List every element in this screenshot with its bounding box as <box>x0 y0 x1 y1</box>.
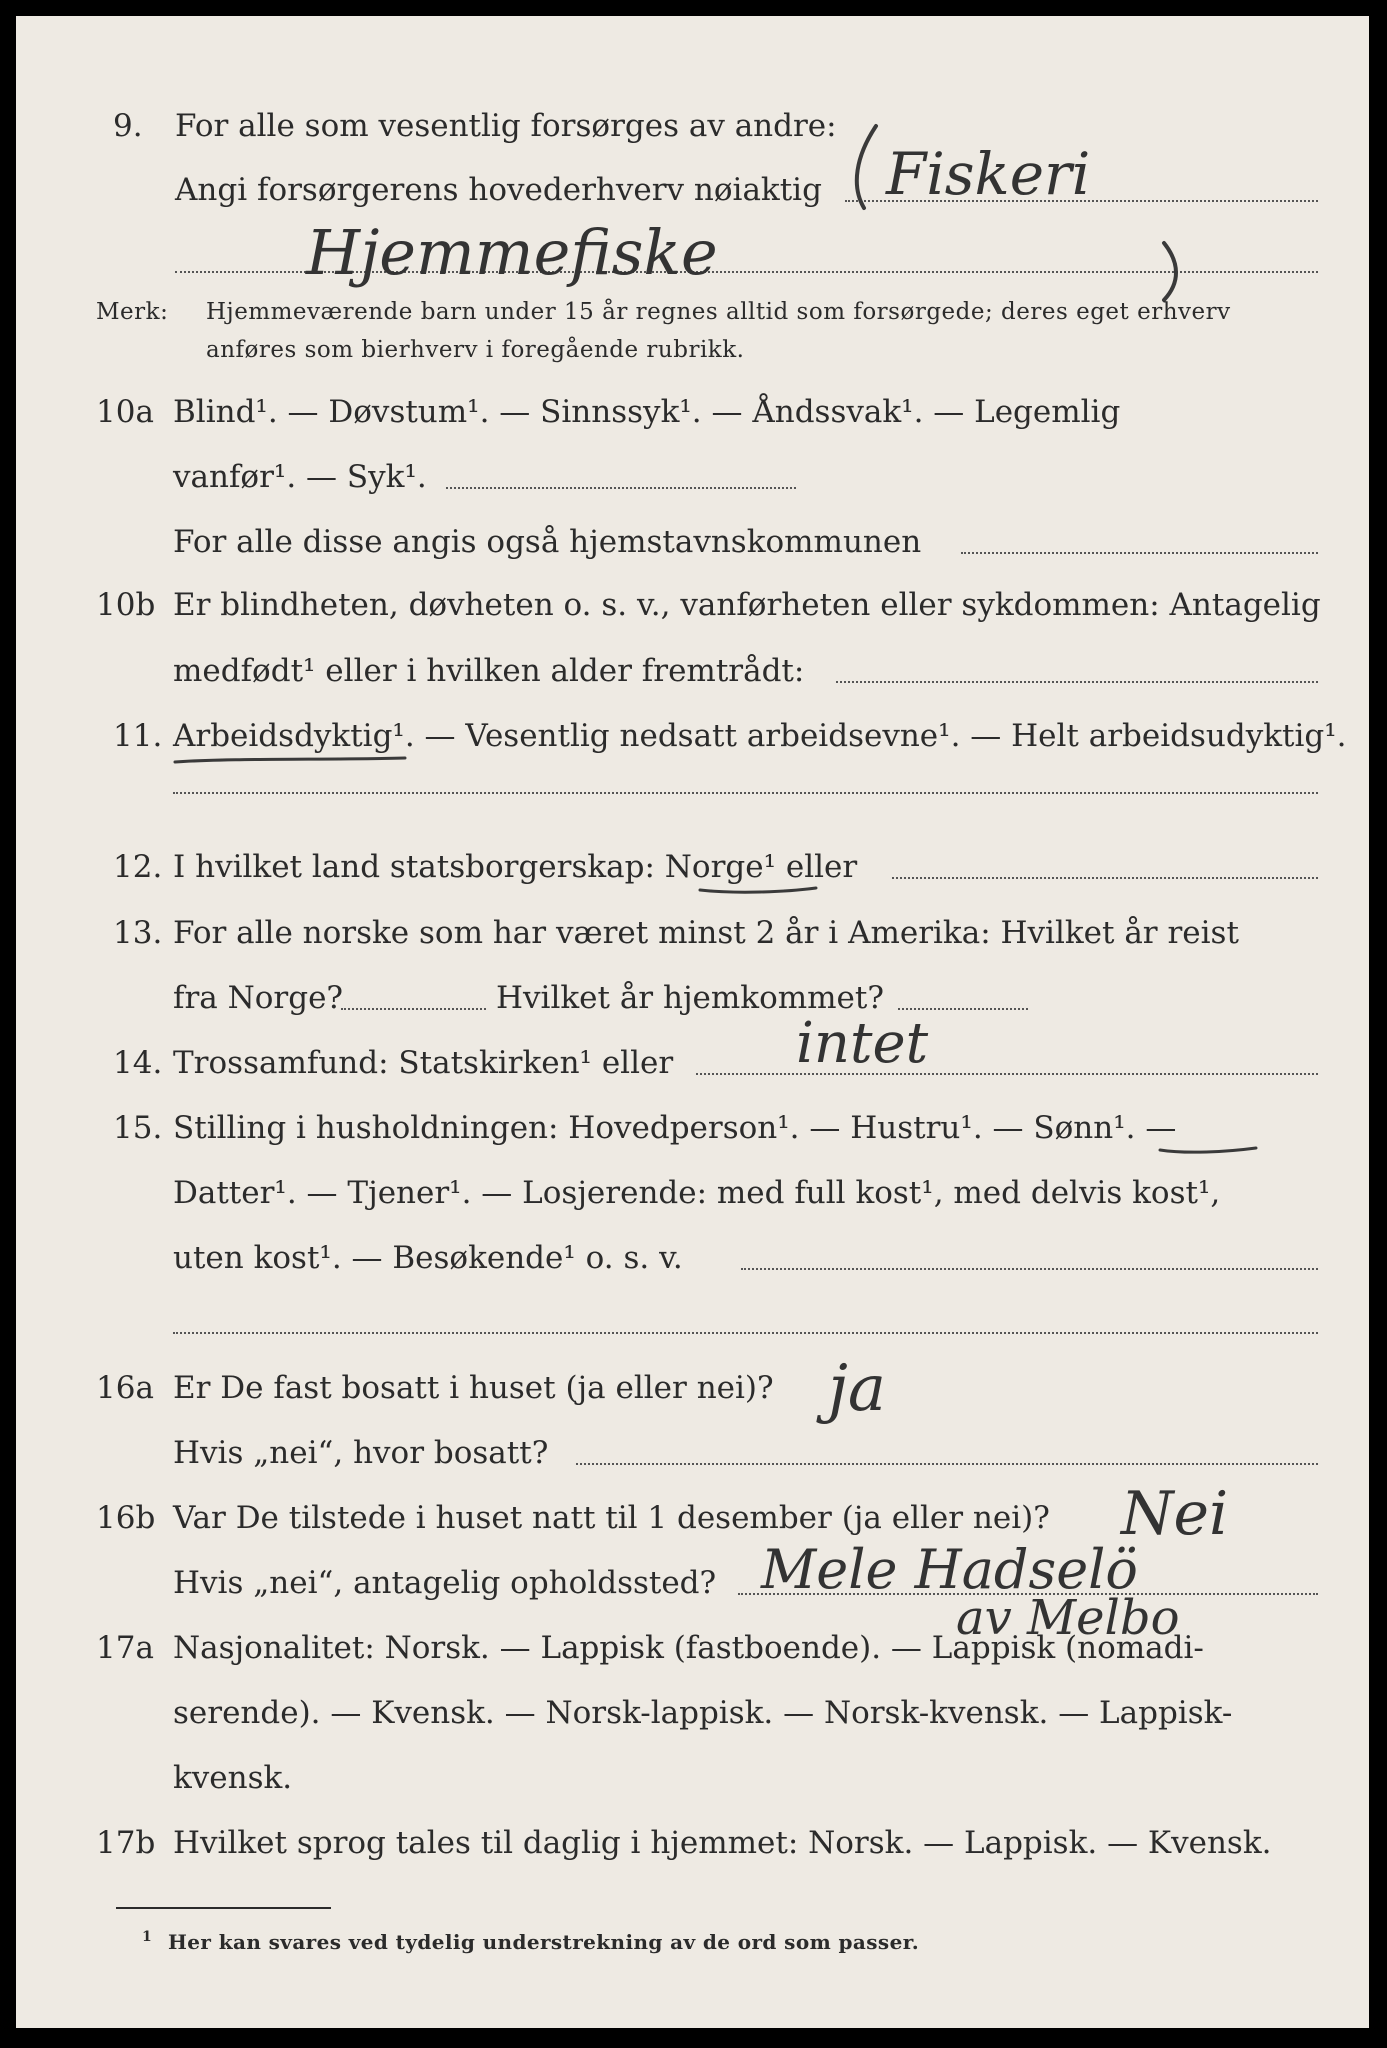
svg-text:intet: intet <box>796 1011 929 1076</box>
q10a-number: 10a <box>96 394 154 430</box>
q17a-line3: kvensk. <box>173 1760 293 1796</box>
q16a-answer-line <box>576 1463 1318 1465</box>
q10b-line1: Er blindheten, døvheten o. s. v., vanførheten eller sykdommen: Antagelig <box>173 587 1321 623</box>
q15-line3: uten kost¹. — Besøkende¹ o. s. v. <box>173 1240 683 1276</box>
q13-line2a: fra Norge? <box>173 980 344 1016</box>
q16a-line2: Hvis „nei“, hvor bosatt? <box>173 1435 549 1471</box>
q16a-handwritten-answer <box>816 1346 976 1456</box>
svg-text:Mele Hadselö: Mele Hadselö <box>761 1538 1138 1601</box>
q14-line1: Trossamfund: Statskirken¹ eller <box>173 1045 674 1081</box>
q10a-line1: Blind¹. — Døvstum¹. — Sinnssyk¹. — Åndssvak¹. — Legemlig <box>173 394 1121 430</box>
q10a-hometown-line <box>961 552 1318 554</box>
q13-line1: For alle norske som har været minst 2 år i Amerika: Hvilket år reist <box>173 915 1239 951</box>
q15-line1: Stilling i husholdningen: Hovedperson¹. — Hustru¹. — Sønn¹. — <box>173 1110 1177 1146</box>
q10a-line2: vanfør¹. — Syk¹. <box>173 459 427 495</box>
merk-note-line2: anføres som bierhverv i foregående rubrikk. <box>206 337 745 363</box>
q12-answer-line <box>892 877 1318 879</box>
q11-number: 11. <box>113 718 163 754</box>
q9-question-line1: For alle som vesentlig forsørges av andre: <box>175 108 837 144</box>
q10a-line3: For alle disse angis også hjemstavnskommunen <box>173 524 922 560</box>
q10b-answer-line <box>836 681 1318 683</box>
q13-line2b: Hvilket år hjemkommet? <box>496 980 884 1016</box>
q17a-line1: Nasjonalitet: Norsk. — Lappisk (fastboende). — Lappisk (nomadi- <box>173 1630 1204 1666</box>
q15-answer-line2 <box>173 1332 1318 1334</box>
q16b-number: 16b <box>96 1500 156 1536</box>
q10a-answer-line <box>446 487 796 489</box>
q12-underline-mark <box>696 882 846 902</box>
census-form-page <box>16 16 1369 2028</box>
q10b-line2: medfødt¹ eller i hvilken alder fremtrådt: <box>173 653 805 689</box>
svg-text:Hjemmefiske: Hjemmefiske <box>306 216 718 289</box>
q11-underline-mark <box>171 752 411 772</box>
merk-label: Merk: <box>96 299 169 325</box>
q15-answer-line1 <box>741 1268 1318 1270</box>
q9-question-line2: Angi forsørgerens hovederhverv nøiaktig <box>175 172 822 208</box>
q12-line1: I hvilket land statsborgerskap: Norge¹ eller <box>173 849 858 885</box>
q10b-number: 10b <box>96 587 156 623</box>
q15-number: 15. <box>113 1110 163 1146</box>
q15-underline-mark <box>1156 1142 1276 1162</box>
q17b-line1: Hvilket sprog tales til daglig i hjemmet: Norsk. — Lappisk. — Kvensk. <box>173 1825 1272 1861</box>
footnote-mark: 1 <box>142 1929 153 1945</box>
q13-number: 13. <box>113 915 163 951</box>
svg-text:Fiskeri: Fiskeri <box>886 140 1091 208</box>
footnote-rule <box>116 1907 331 1909</box>
q11-line1: Arbeidsdyktig¹. — Vesentlig nedsatt arbeidsevne¹. — Helt arbeidsudyktig¹. <box>173 718 1347 754</box>
svg-text:av Melbo: av Melbo <box>956 1590 1180 1646</box>
q17a-number: 17a <box>96 1630 154 1666</box>
merk-note-line1: Hjemmeværende barn under 15 år regnes alltid som forsørgede; deres eget erhverv <box>206 299 1231 325</box>
footnote-text: Her kan svares ved tydelig understrekning av de ord som passer. <box>168 1930 920 1954</box>
q9-number: 9. <box>113 108 143 144</box>
q9-handwritten-answer2 <box>296 212 1196 302</box>
q13-departure-year-line <box>341 1008 486 1010</box>
q16b-line1: Var De tilstede i huset natt til 1 desember (ja eller nei)? <box>173 1500 1050 1536</box>
q9-handwritten-answer1 <box>876 136 1296 216</box>
q11-answer-line <box>173 792 1318 794</box>
svg-text:Nei: Nei <box>1121 1479 1229 1549</box>
q16b-line2: Hvis „nei“, antagelig opholdssted? <box>173 1565 717 1601</box>
q15-line2: Datter¹. — Tjener¹. — Losjerende: med full kost¹, med delvis kost¹, <box>173 1175 1221 1211</box>
q16a-number: 16a <box>96 1370 154 1406</box>
q12-number: 12. <box>113 849 163 885</box>
q16a-line1: Er De fast bosatt i huset (ja eller nei)? <box>173 1370 774 1406</box>
q17b-number: 17b <box>96 1825 156 1861</box>
q14-number: 14. <box>113 1045 163 1081</box>
q14-handwritten-answer <box>786 1006 1086 1086</box>
svg-text:ja: ja <box>828 1352 886 1426</box>
q17a-line2: serende). — Kvensk. — Norsk-lappisk. — Norsk-kvensk. — Lappisk- <box>173 1695 1233 1731</box>
